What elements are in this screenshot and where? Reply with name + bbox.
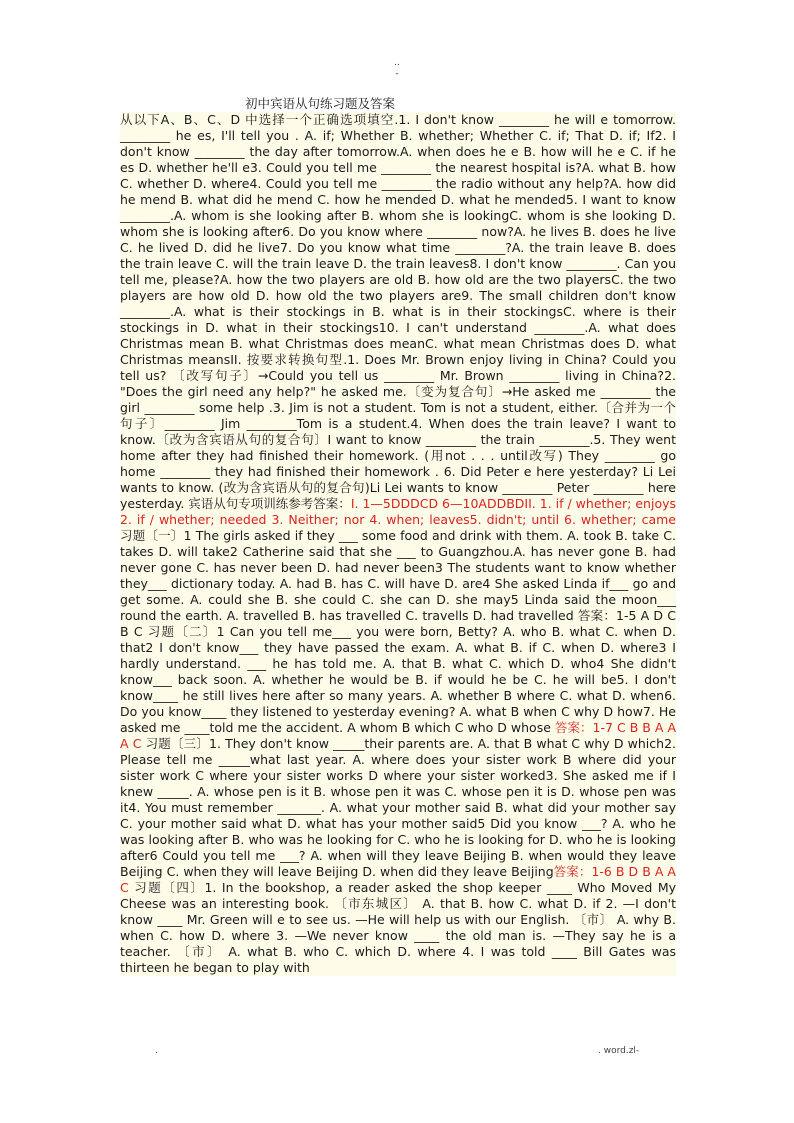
- page-title: 初中宾语从句练习题及答案: [245, 96, 396, 111]
- answer-key: 答案：1-7 C B B A A A C: [120, 720, 676, 751]
- body-segment: 从以下A、B、C、D 中选择一个正确选项填空.1. I don't know ________ he will e tomorrow. ________ he es, I'll tell you . A. if; Whether B. whether; Whether C. if; That D. if; If2. I don't know ________ the day after tomorrow.A. when does he e B. how will he e C. if he es D. whether he'll e3. Could you tell me ________ the nearest hospital is?A. what B. how C. whether D. where4. Could you tell me ________ the radio without any help?A. how did he mend B. what did he mend C. how he mended D. what he mended5. I want to know ________.A. whom is she looking after B. whom she is lookingC. whom is she looking D. whom she is looking after6. Do you know where ________ now?A. he lives B. does he live C. he lived D. did he live7. Do you know what time ________?A. the train leave B. does the train leave C. will the train leave D. the train leaves8. I don't know ________. Can you tell me, please?A. how the two players are old B. how old are the two playersC. the two players are how old D. how old the two players are9. The small children don't know ________.A. what is their stockings in B. what is in their stockingsC. where is their stockings in D. what in their stockings10. I can't understand ________.A. what does Christmas mean B. what Christmas does meanC. what mean Christmas does D. what Christmas meansII. 按要求转换句型.1. Does Mr. Brown enjoy living in China? Could you tell us? 〔改写句子〕→Could you tell us ________ Mr. Brown ________ living in China?2. "Does the girl need any help?" he asked me.〔变为复合句〕→He asked me ________ the girl ________ some help .3. Jim is not a student. Tom is not a student, either.〔合并为一个句子〕________ Jim ________Tom is a student.4. When does the train leave? I want to know.〔改为含宾语从句的复合句〕I want to know ________ the train ________.5. They went home after they had finished their homework. (用not . . . until改写) They ________ go home ________ they had finished their homework . 6. Did Peter e here yesterday? Li Lei wants to know. (改为含宾语从句的复合句)Li Lei wants to know ________ Peter ________ here yesterday. 宾语从句专项训练参考答案：: [120, 112, 676, 511]
- answer-key: I. 1—5DDDCD 6—10ADDBDII. 1. if / whether; enjoys 2. if / whether; needed 3. Neither; nor 4. when; leaves5. didn't; until 6. whether; came: [120, 496, 676, 527]
- header-mark: .. -: [394, 58, 400, 79]
- footer-right: . word.zl-: [598, 1046, 640, 1056]
- body-segment: 习题〔三〕1. They don't know _____their parents are. A. that B what C why D which2. Please tell me _____what last year. A. where does your sister work B where did your sister work C where your sister works D where your sister worked3. She asked me if I knew _____. A. whose pen is it B. whose pen it was C. whose pen it is D. whose pen was it4. You must remember _______. A. what your mother said B. what did your mother say C. your mother said what D. what has your mother said5 Did you know ___? A. who he was looking after B. who was he looking for C. who he is looking for D. who he is looking after6 Could you tell me ___? A. when will they leave Beijing B. when would they leave Beijing C. when they will leave Beijing D. when did they leave Beijing: [120, 736, 676, 879]
- answer-key: 答案：1-6 B D B A A C: [120, 864, 676, 895]
- footer-left: .: [155, 1046, 158, 1056]
- body-segment: 习题〔一〕1 The girls asked if they ___ some food and drink with them. A. took B. take C. takes D. will take2 Catherine said that she ___ to Guangzhou.A. has never gone B. had never gone C. has never been D. had never been3 The students want to know whether they___ dictionary today. A. had B. has C. will have D. are4 She asked Linda if___ go and get some. A. could she B. she could C. she can D. she may5 Linda said the moon___ round the earth. A. travelled B. has travelled C. travells D. had travelled 答案：1-5 A D C B C 习题〔二〕1 Can you tell me___ you were born, Betty? A. who B. what C. when D. that2 I don't know___ they have passed the exam. A. what B. if C. when D. where3 I hardly understand. ___ he has told me. A. that B. what C. which D. who4 She didn't know___ back soon. A. whether he would be B. if would he be C. he will be5. I don't know____ he still lives here after so many years. A. whether B where C. what D. when6. Do you know____ they listened to yesterday evening? A. what B when C why D how7. He asked me ____told me the accident. A whom B which C who D whose: [120, 528, 676, 735]
- body-segment: 习题〔四〕1. In the bookshop, a reader asked the shop keeper ____ Who Moved My Cheese was an interesting book. 〔市东城区〕 A. that B. how C. what D. if 2. —I don't know ____ Mr. Green will e to see us. —He will help us with our English. 〔市〕 A. why B. when C. how D. where 3. —We never know ____ the old man is. —They say he is a teacher. 〔市〕 A. what B. who C. which D. where 4. I was told ____ Bill Gates was thirteen he began to play with: [120, 880, 676, 975]
- document-body: [120, 112, 676, 976]
